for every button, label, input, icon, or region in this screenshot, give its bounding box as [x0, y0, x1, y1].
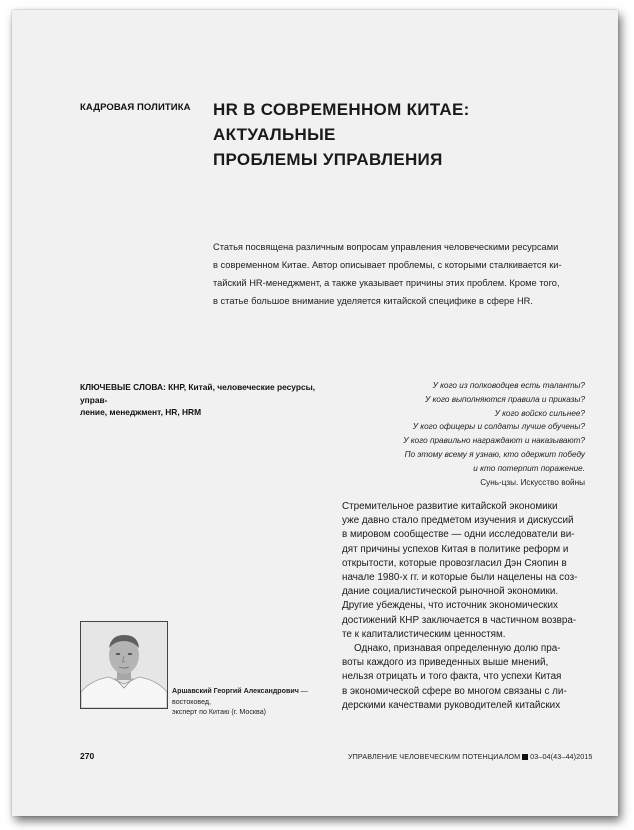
body-line: начале 1980-х гг. и которые были нацелены на соз-: [342, 572, 578, 584]
abstract-line: в современном Китае. Автор описывает проблемы, с которыми сталкивается ки-: [213, 260, 562, 270]
square-separator-icon: [522, 754, 528, 760]
keywords-label: КЛЮЧЕВЫЕ СЛОВА:: [80, 382, 166, 392]
author-name: Аршавский Георгий Александрович: [172, 687, 299, 695]
body-paragraph: [342, 642, 582, 713]
author-photo: [80, 621, 168, 709]
body-line: дерскими качествами руководителей китайских: [342, 699, 561, 711]
journal-footer: [348, 752, 593, 761]
body-line: Другие убеждены, что источник экономических: [342, 600, 558, 612]
article-title: [213, 97, 593, 172]
body-line: воты каждого из приведенных выше мнений,: [342, 657, 549, 669]
epigraph: [352, 379, 585, 489]
body-line: уже давно стало предметом изучения и дискуссий: [342, 515, 574, 527]
body-line: нельзя отрицать и того факта, что успехи Китая: [342, 671, 562, 683]
journal-page: [12, 10, 618, 816]
title-line: HR В СОВРЕМЕННОМ КИТАЕ: АКТУАЛЬНЫЕ: [213, 100, 470, 144]
epigraph-line: У кого правильно награждают и наказывают?: [403, 436, 585, 446]
abstract-line: Статья посвящена различным вопросам управления человеческими ресурсами: [213, 242, 559, 252]
body-line: Стремительное развитие китайской экономики: [342, 501, 558, 512]
author-role: — востоковед,: [172, 687, 308, 706]
epigraph-line: У кого офицеры и солдаты лучше обучены?: [412, 422, 585, 432]
title-line: ПРОБЛЕМЫ УПРАВЛЕНИЯ: [213, 150, 443, 169]
journal-name: УПРАВЛЕНИЕ ЧЕЛОВЕЧЕСКИМ ПОТЕНЦИАЛОМ: [348, 752, 521, 761]
epigraph-line: По этому всему я узнаю, кто одержит победу: [404, 449, 585, 459]
body-line: дание социалистической рыночной экономики.: [342, 586, 559, 598]
body-paragraph: [342, 500, 582, 642]
epigraph-line: и кто потерпит поражение.: [473, 463, 585, 473]
section-label: КАДРОВАЯ ПОЛИТИКА: [80, 102, 191, 113]
body-line: открытости, которые провозгласил Дэн Сяопин в: [342, 557, 567, 569]
epigraph-source: Сунь-цзы. Искусство войны: [480, 477, 585, 487]
body-line: те к капиталистическим ценностям.: [342, 628, 506, 640]
page-number: 270: [80, 751, 95, 761]
body-line: Однако, признавая определенную долю пра-: [354, 643, 561, 655]
abstract-line: в статье большое внимание уделяется китайской специфике в сфере HR.: [213, 296, 533, 306]
article-abstract: [213, 238, 591, 310]
keywords: [80, 381, 330, 419]
article-body: [342, 500, 582, 713]
epigraph-line: У кого из полководцев есть таланты?: [432, 381, 585, 390]
body-line: в мировом сообществе — одни исследователи ви-: [342, 529, 575, 541]
epigraph-line: У кого войско сильнее?: [494, 408, 585, 418]
body-line: дят причины успехов Китая в политике реформ и: [342, 543, 569, 555]
author-role: эксперт по Китаю (г. Москва): [172, 708, 267, 716]
keywords-text: КНР, Китай, человеческие ресурсы, управ-: [80, 382, 316, 405]
journal-issue: 03–04(43–44)2015: [530, 752, 593, 761]
body-line: в экономической сфере во многом связаны с ли-: [342, 685, 567, 697]
abstract-line: тайский HR-менеджмент, а также указывает причины этих проблем. Кроме того,: [213, 278, 560, 288]
keywords-text: ление, менеджмент, HR, HRM: [80, 407, 202, 417]
epigraph-line: У кого выполняются правила и приказы?: [425, 394, 585, 404]
body-line: достижений КНР заключается в частичном возвра-: [342, 614, 577, 626]
author-info: [172, 686, 347, 718]
